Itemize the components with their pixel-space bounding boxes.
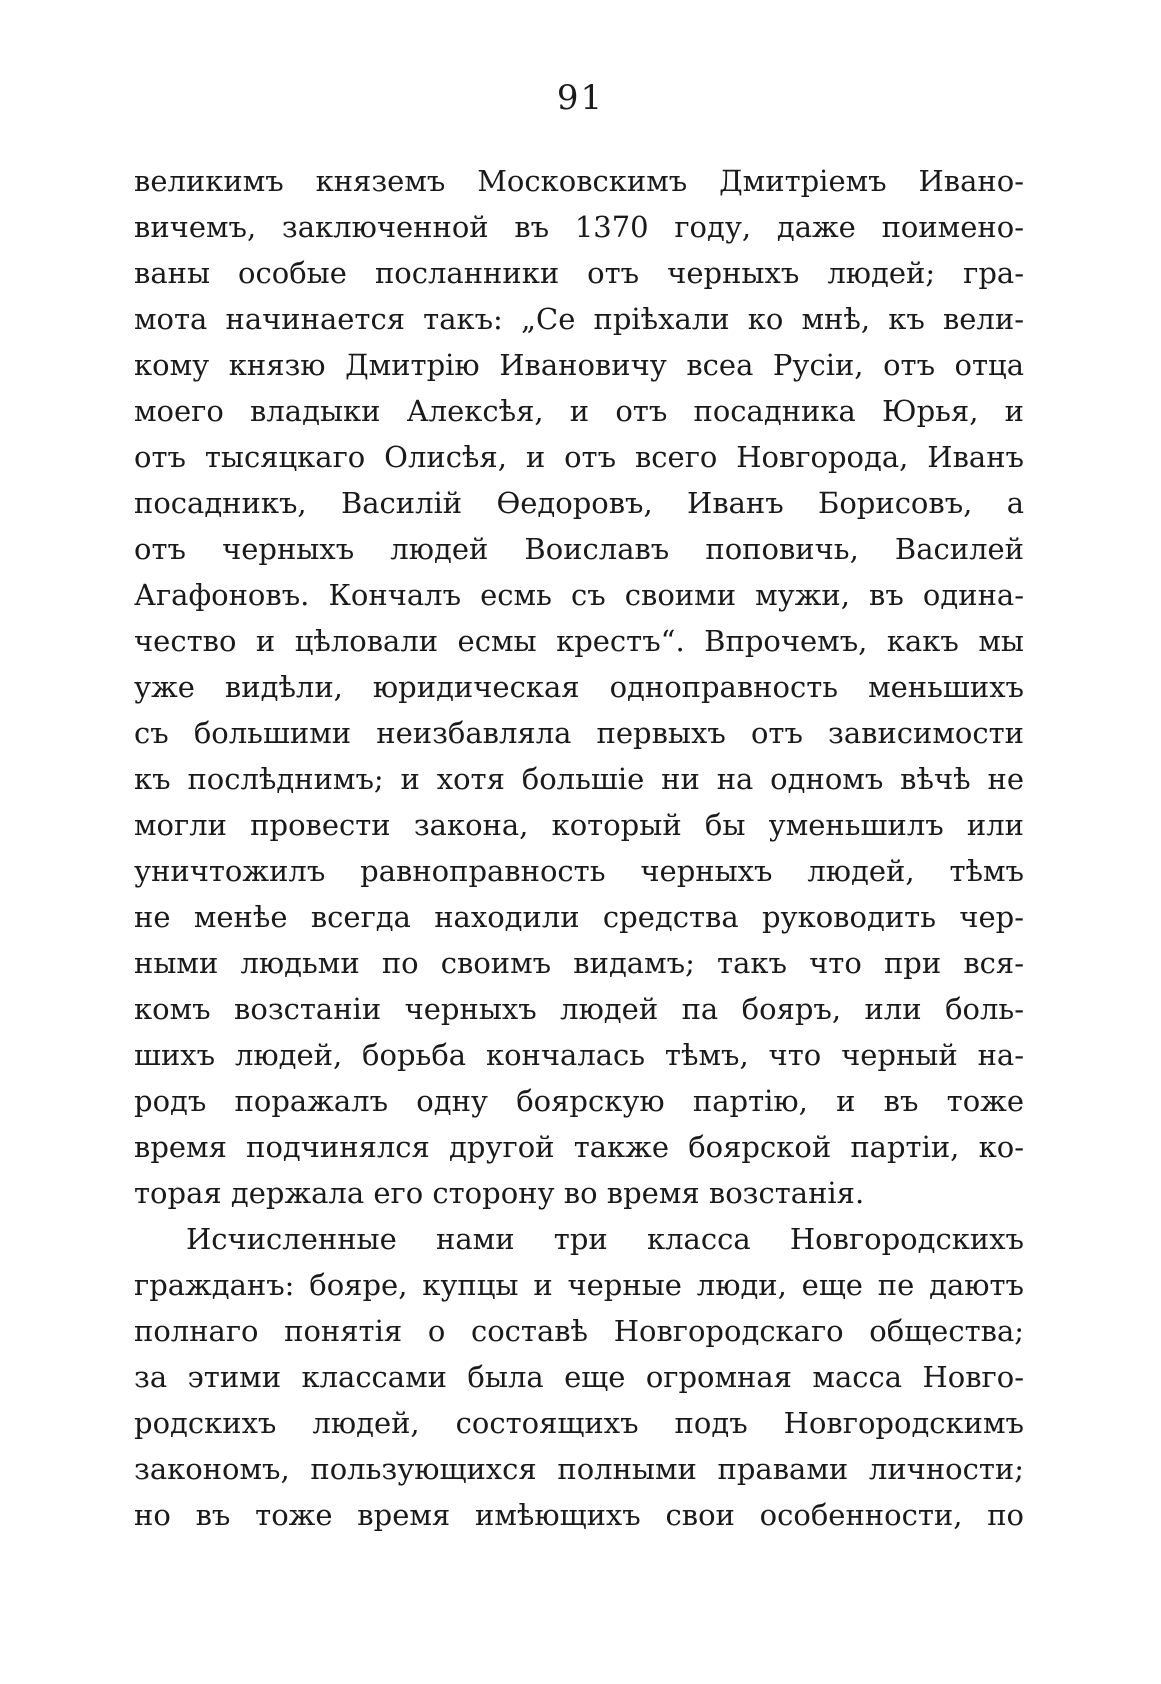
text-line: не менѣе всегда находили средства руководить чер- [134,900,1024,934]
text-line: чество и цѣловали есмы крестъ“. Впрочемъ, какъ мы [134,624,1024,658]
text-line: Исчисленные нами три класса Новгородскихъ [186,1222,1024,1256]
paragraph-1 [134,158,1024,1216]
text-line: мота начинается такъ: „Се пріѣхали ко мнѣ, къ вели- [134,302,1024,336]
text-line: ными людьми по своимъ видамъ; такъ что при вся- [134,946,1024,980]
text-line: закономъ, пользующихся полными правами личности; [134,1452,1024,1486]
text-line: шихъ людей, борьба кончалась тѣмъ, что черный на- [134,1038,1024,1072]
text-line: отъ тысяцкаго Олисѣя, и отъ всего Новгорода, Иванъ [134,440,1024,474]
text-line: посадникъ, Василій Ѳедоровъ, Иванъ Борисовъ, а [134,486,1024,520]
text-line: кому князю Дмитрію Ивановичу всеа Русіи, отъ отца [134,348,1024,382]
text-line: уничтожилъ равноправность черныхъ людей, тѣмъ [134,854,1024,888]
text-line: отъ черныхъ людей Воиславъ поповичь, Василей [134,532,1024,566]
text-line: полнаго понятія о составѣ Новгородскаго общества; [134,1314,1024,1348]
page-number: 91 [556,78,605,118]
text-line: вичемъ, заключенной въ 1370 году, даже поимено- [134,210,1024,244]
text-line: но въ тоже время имѣющихъ свои особенности, по [134,1498,1024,1532]
text-line: родскихъ людей, состоящихъ подъ Новгородскимъ [134,1406,1024,1440]
text-line: за этими классами была еще огромная масса Новго- [134,1360,1024,1394]
text-line: къ послѣднимъ; и хотя большіе ни на одномъ вѣчѣ не [134,762,1024,796]
text-line: комъ возстаніи черныхъ людей па бояръ, или боль- [134,992,1024,1026]
body-text [134,158,1024,1538]
text-line: могли провести закона, который бы уменьшилъ или [134,808,1024,842]
text-line: съ большими неизбавляла первыхъ отъ зависимости [134,716,1024,750]
text-line: Агафоновъ. Кончалъ есмь съ своими мужи, въ одина- [134,578,1024,612]
text-line: время подчинялся другой также боярской партіи, ко- [134,1130,1024,1164]
text-line: торая держала его сторону во время возстанія. [134,1176,865,1210]
text-line: уже видѣли, юридическая одноправность меньшихъ [134,670,1024,704]
paragraph-2 [134,1216,1024,1538]
text-line: гражданъ: бояре, купцы и черные люди, еще пе даютъ [134,1268,1024,1302]
text-line: великимъ княземъ Московскимъ Дмитріемъ Ивано- [134,164,1024,198]
text-line: моего владыки Алексѣя, и отъ посадника Юрья, и [134,394,1024,428]
text-line: ваны особые посланники отъ черныхъ людей; гра- [134,256,1024,290]
text-line: родъ поражалъ одну боярскую партію, и въ тоже [134,1084,1024,1118]
